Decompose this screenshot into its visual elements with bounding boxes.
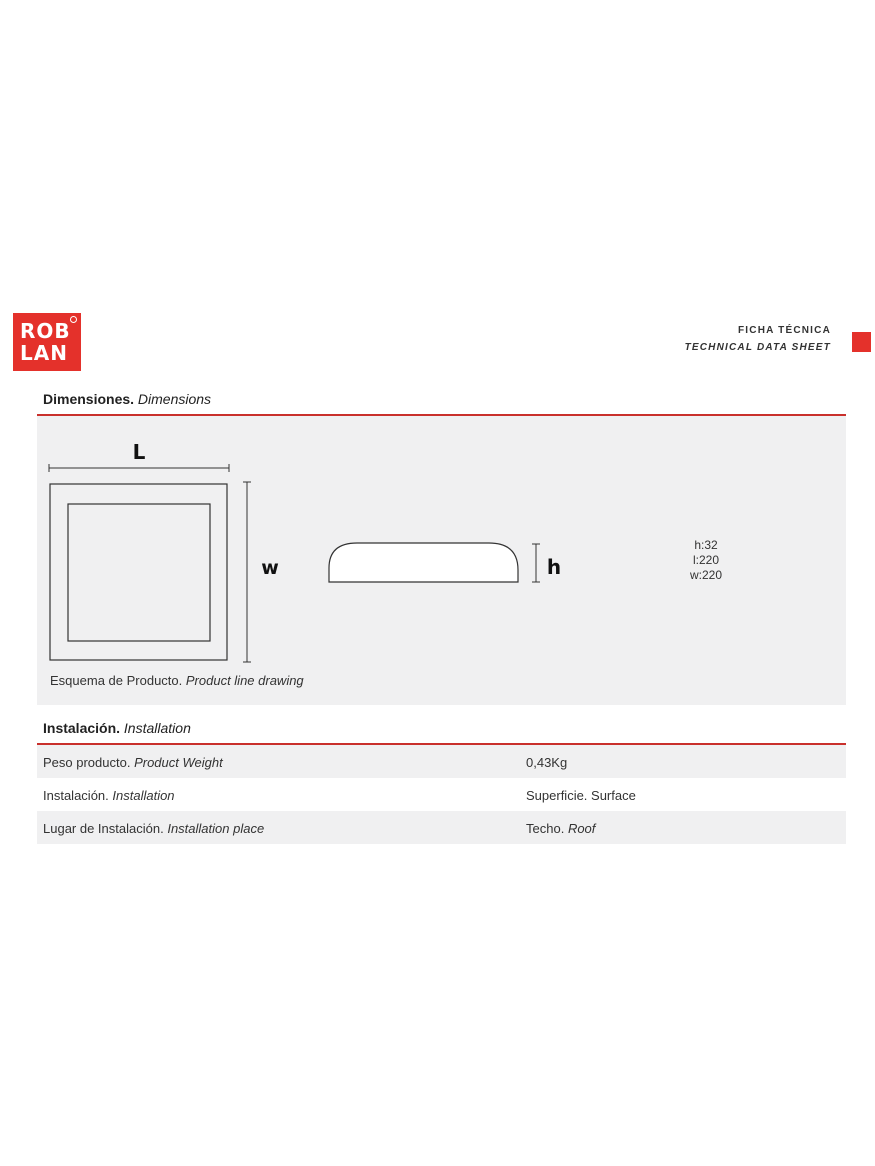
height-dimension-line: [532, 544, 540, 582]
dimension-specs: [685, 538, 727, 583]
row-label-en: Installation place: [167, 821, 265, 836]
logo-ring-icon: [70, 316, 77, 323]
installation-heading: [43, 720, 191, 736]
row-value-en: Roof: [567, 821, 596, 836]
header-title-es: FICHA TÉCNICA: [737, 325, 831, 336]
row-label-es: Peso producto.: [43, 755, 131, 770]
panel-side-profile: [329, 543, 518, 582]
row-value: [526, 755, 567, 770]
dimensions-heading: [43, 391, 211, 407]
length-dimension-line: [49, 464, 229, 472]
panel-inner-outline: [68, 504, 210, 641]
row-label: [43, 788, 175, 803]
logo-line-1: ROB: [20, 319, 71, 343]
drawing-caption-es: Esquema de Producto.: [50, 673, 183, 688]
spec-length: l:220: [692, 553, 720, 567]
label-w: w: [261, 557, 279, 579]
row-label-es: Lugar de Instalación.: [43, 821, 164, 836]
row-value-es: Superficie. Surface: [526, 788, 636, 803]
document-header: [685, 325, 831, 353]
row-label-en: Product Weight: [134, 755, 223, 770]
header-title-en: TECHNICAL DATA SHEET: [684, 342, 831, 353]
row-value: [526, 821, 595, 836]
row-label: [43, 821, 264, 836]
spec-height: h:32: [694, 538, 718, 552]
label-L: L: [132, 440, 146, 464]
row-label: [43, 755, 223, 770]
drawing-caption-en: Product line drawing: [185, 673, 304, 688]
logo-line-2: LAN: [20, 341, 68, 365]
panel-outer-outline: [50, 484, 227, 660]
row-value-es: 0,43Kg: [526, 755, 568, 770]
table-row: [37, 811, 846, 844]
drawing-caption: [50, 673, 304, 688]
dimensions-panel: [37, 416, 846, 705]
table-row: [37, 745, 846, 778]
row-value: [526, 788, 636, 803]
row-value-es: Techo.: [526, 821, 565, 836]
width-dimension-line: [243, 482, 251, 662]
installation-heading-es: Instalación.: [43, 720, 121, 736]
dimensions-heading-en: Dimensions: [137, 391, 212, 407]
table-row: [37, 778, 846, 811]
spec-width: w:220: [689, 568, 723, 582]
label-h: h: [546, 555, 562, 579]
row-label-en: Installation: [112, 788, 175, 803]
header-accent-square: [852, 332, 871, 352]
installation-heading-en: Installation: [123, 720, 191, 736]
row-label-es: Instalación.: [43, 788, 109, 803]
dimensions-heading-es: Dimensiones.: [43, 391, 135, 407]
roblan-logo: [13, 313, 81, 371]
